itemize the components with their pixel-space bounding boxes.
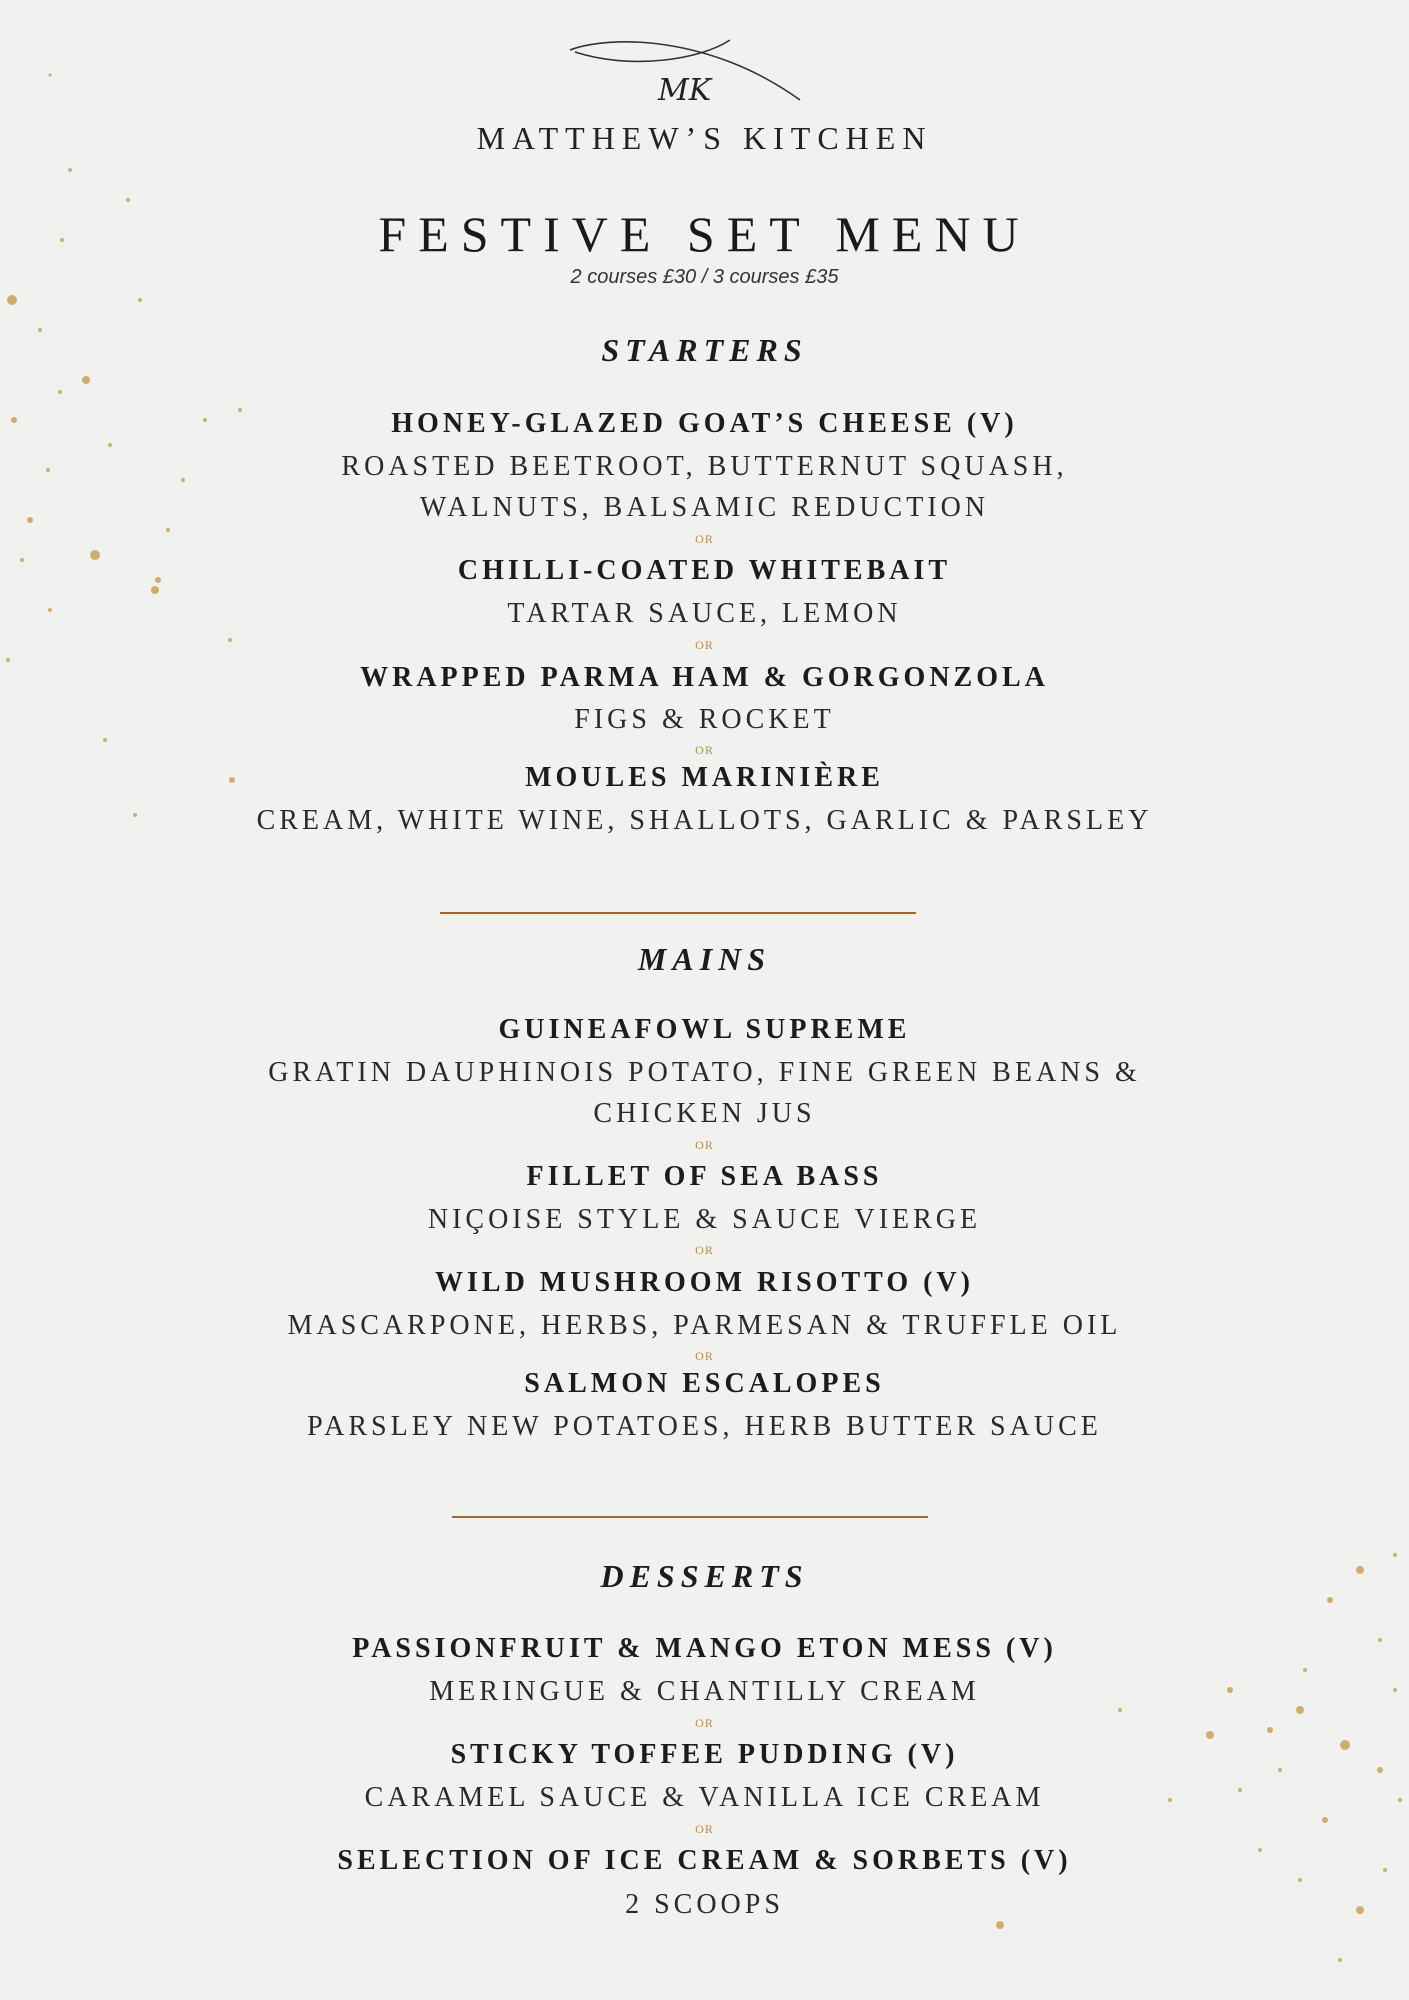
section-title-starters: STARTERS: [601, 332, 808, 368]
section-divider: [440, 912, 916, 914]
or-separator: OR: [695, 1716, 714, 1730]
or-separator: OR: [695, 1349, 714, 1363]
dish-description: MASCARPONE, HERBS, PARMESAN & TRUFFLE OIL: [287, 1310, 1122, 1341]
menu-title: FESTIVE SET MENU: [378, 206, 1031, 262]
or-separator: OR: [695, 1243, 714, 1257]
dish-description: ROASTED BEETROOT, BUTTERNUT SQUASH,: [341, 451, 1068, 482]
price-info: 2 courses £30 / 3 courses £35: [570, 266, 839, 288]
section-title-mains: MAINS: [637, 941, 772, 977]
dish-description: CHICKEN JUS: [593, 1098, 816, 1129]
or-separator: OR: [695, 638, 714, 652]
dish-name: STICKY TOFFEE PUDDING (V): [450, 1739, 959, 1770]
dish-description: TARTAR SAUCE, LEMON: [507, 598, 902, 629]
dish-name: WRAPPED PARMA HAM & GORGONZOLA: [360, 662, 1049, 693]
dish-description: MERINGUE & CHANTILLY CREAM: [429, 1676, 980, 1707]
dish-name: PASSIONFRUIT & MANGO ETON MESS (V): [352, 1633, 1057, 1664]
or-separator: OR: [695, 743, 714, 757]
dish-name: CHILLI-COATED WHITEBAIT: [457, 555, 952, 586]
section-title-desserts: DESSERTS: [600, 1558, 809, 1594]
dish-description: CREAM, WHITE WINE, SHALLOTS, GARLIC & PARSLEY: [256, 805, 1153, 836]
dish-name: FILLET OF SEA BASS: [526, 1161, 883, 1192]
section-divider: [452, 1516, 928, 1518]
dish-description: NIÇOISE STYLE & SAUCE VIERGE: [427, 1204, 982, 1235]
dish-description: PARSLEY NEW POTATOES, HERB BUTTER SAUCE: [307, 1411, 1102, 1442]
or-separator: OR: [695, 532, 714, 546]
dish-name: GUINEAFOWL SUPREME: [498, 1014, 911, 1045]
dish-description: WALNUTS, BALSAMIC REDUCTION: [419, 492, 990, 523]
dish-name: HONEY-GLAZED GOAT’S CHEESE (V): [391, 408, 1018, 439]
or-separator: OR: [695, 1138, 714, 1152]
dish-description: GRATIN DAUPHINOIS POTATO, FINE GREEN BEANS &: [268, 1057, 1141, 1088]
logo-monogram: MK: [658, 73, 712, 108]
or-separator: OR: [695, 1822, 714, 1836]
dish-description: CARAMEL SAUCE & VANILLA ICE CREAM: [364, 1782, 1045, 1813]
restaurant-name: MATTHEW’S KITCHEN: [476, 120, 933, 156]
dish-name: SALMON ESCALOPES: [524, 1368, 885, 1399]
mk-signature-logo: [550, 30, 810, 110]
dish-description: 2 SCOOPS: [625, 1889, 784, 1920]
dish-name: WILD MUSHROOM RISOTTO (V): [435, 1267, 974, 1298]
dish-description: FIGS & ROCKET: [574, 704, 835, 735]
dish-name: MOULES MARINIÈRE: [525, 762, 884, 793]
dish-name: SELECTION OF ICE CREAM & SORBETS (V): [337, 1845, 1072, 1876]
